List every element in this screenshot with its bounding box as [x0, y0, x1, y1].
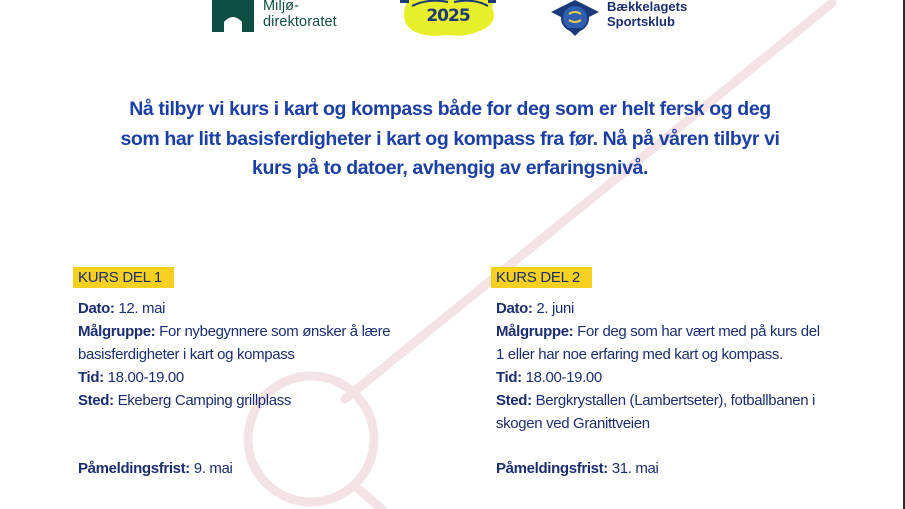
- bsk-emblem-icon: [547, 0, 603, 40]
- course-part-2: [491, 267, 831, 480]
- miljo-text-line2: direktoratet: [263, 14, 337, 30]
- course-2-deadline: Påmeldingsfrist: 31. mai: [496, 460, 659, 477]
- course-1-date: Dato: 12. mai: [78, 300, 166, 317]
- event-2025-logo: [398, 0, 500, 38]
- course-1-deadline: Påmeldingsfrist: 9. mai: [78, 460, 233, 477]
- course-1-time: Tid: 18.00-19.00: [78, 369, 184, 386]
- course-2-location: Sted: Bergkrystallen (Lambertseter), fotballbanen i skogen ved Granittveien: [496, 392, 815, 432]
- course-1-title: KURS DEL 1: [73, 267, 174, 288]
- event-year: 2025: [426, 6, 470, 26]
- intro-paragraph: Nå tilbyr vi kurs i kart og kompass både for deg som er helt fersk og deg som har litt basisferdigheter i kart og kompass fra før. Nå på våren tilbyr vi kurs på to datoer, avhengig av erfaringsnivå.: [120, 98, 780, 179]
- miljo-logo-icon: [212, 0, 254, 32]
- bsk-text-line1: Bækkelagets: [607, 0, 688, 14]
- miljodirektoratet-logo: [212, 0, 362, 36]
- course-1-location: Sted: Ekeberg Camping grillplass: [78, 392, 292, 409]
- course-2-time: Tid: 18.00-19.00: [496, 369, 602, 386]
- course-1-target-group: Målgruppe: For nybegynnere som ønsker å lære basisferdigheter i kart og kompass: [78, 323, 391, 363]
- course-2-date: Dato: 2. juni: [496, 300, 574, 317]
- bsk-logo: [547, 0, 697, 40]
- course-2-target-group: Målgruppe: For deg som har vært med på kurs del 1 eller har noe erfaring med kart og kompass.: [496, 323, 820, 363]
- course-part-1: [73, 267, 413, 480]
- bsk-text-line2: Sportsklub: [607, 14, 675, 29]
- course-2-title: KURS DEL 2: [491, 267, 592, 288]
- miljo-text-line1: Miljø-: [263, 0, 300, 14]
